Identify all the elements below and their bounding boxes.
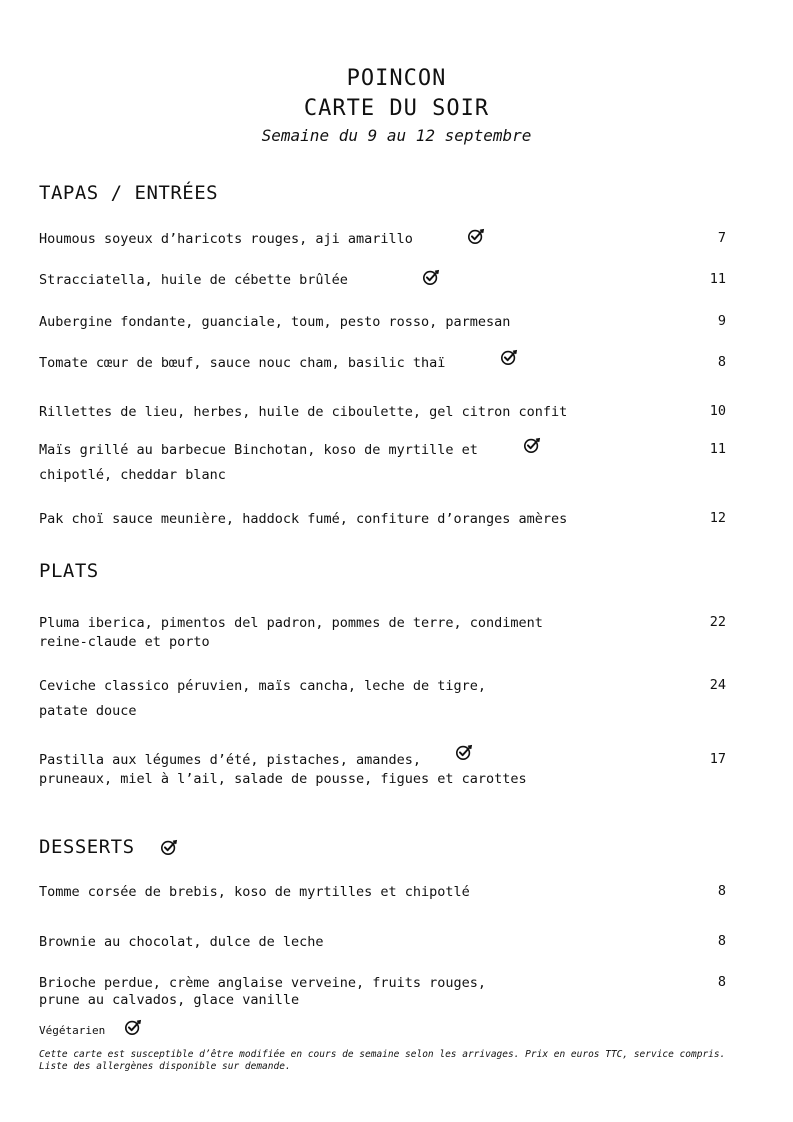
menu-item-name: Brownie au chocolat, dulce de leche xyxy=(39,934,324,950)
menu-item-price: 10 xyxy=(709,403,726,419)
menu-item-price: 7 xyxy=(717,230,726,246)
menu-item-name: Tomme corsée de brebis, koso de myrtilles et chipotlé xyxy=(39,884,470,900)
menu-item-name-line2: prune au calvados, glace vanille xyxy=(39,992,300,1008)
section-title-desserts: DESSERTS xyxy=(39,836,135,858)
section-title-plats: PLATS xyxy=(39,560,99,582)
vegetarian-legend-label: Végétarien xyxy=(39,1024,106,1037)
vegetarian-check-icon xyxy=(422,268,440,286)
menu-item-name: Pluma iberica, pimentos del padron, pommes de terre, condiment xyxy=(39,615,543,631)
vegetarian-check-icon xyxy=(160,838,178,856)
menu-item-name: Pastilla aux légumes d’été, pistaches, amandes, xyxy=(39,752,422,768)
menu-title: CARTE DU SOIR xyxy=(303,96,490,121)
menu-week: Semaine du 9 au 12 septembre xyxy=(261,126,532,145)
menu-item-price: 8 xyxy=(717,974,726,990)
menu-item-name-line2: reine-claude et porto xyxy=(39,634,210,650)
menu-item-price: 12 xyxy=(709,510,726,526)
menu-item-price: 11 xyxy=(709,441,726,457)
menu-item-name: Ceviche classico péruvien, maïs cancha, leche de tigre, xyxy=(39,678,487,694)
vegetarian-check-icon xyxy=(124,1018,142,1036)
menu-item-price: 24 xyxy=(709,677,726,693)
menu-item-name: Rillettes de lieu, herbes, huile de ciboulette, gel citron confit xyxy=(39,404,568,420)
menu-item-name: Maïs grillé au barbecue Binchotan, koso de myrtille et xyxy=(39,442,478,458)
menu-item-price: 22 xyxy=(709,614,726,630)
menu-item-name: Pak choï sauce meunière, haddock fumé, confiture d’oranges amères xyxy=(39,511,568,527)
menu-item-name: Houmous soyeux d’haricots rouges, aji amarillo xyxy=(39,231,413,247)
menu-item-name: Brioche perdue, crème anglaise verveine, fruits rouges, xyxy=(39,975,487,991)
vegetarian-check-icon xyxy=(455,743,473,761)
menu-item-price: 8 xyxy=(717,354,726,370)
vegetarian-check-icon xyxy=(523,436,541,454)
menu-item-name: Aubergine fondante, guanciale, toum, pesto rosso, parmesan xyxy=(39,314,511,330)
menu-item-price: 11 xyxy=(709,271,726,287)
menu-item-name: Stracciatella, huile de cébette brûlée xyxy=(39,272,348,288)
menu-item-price: 17 xyxy=(709,751,726,767)
menu-item-price: 8 xyxy=(717,933,726,949)
menu-item-price: 9 xyxy=(717,313,726,329)
vegetarian-check-icon xyxy=(500,348,518,366)
section-title-tapas: TAPAS / ENTRÉES xyxy=(39,182,219,204)
menu-item-name-line2: chipotlé, cheddar blanc xyxy=(39,467,226,483)
menu-item-name: Tomate cœur de bœuf, sauce nouc cham, basilic thaï xyxy=(39,355,446,371)
restaurant-name: POINCON xyxy=(346,66,447,91)
vegetarian-check-icon xyxy=(467,227,485,245)
menu-item-name-line2: patate douce xyxy=(39,703,137,719)
footer-note: Cette carte est susceptible d’être modifiée en cours de semaine selon les arrivages. Prix en euros TTC, service compris. Liste des allergènes disponible sur demande. xyxy=(39,1049,726,1072)
menu-item-name-line2: pruneaux, miel à l’ail, salade de pousse, figues et carottes xyxy=(39,771,527,787)
menu-item-price: 8 xyxy=(717,883,726,899)
